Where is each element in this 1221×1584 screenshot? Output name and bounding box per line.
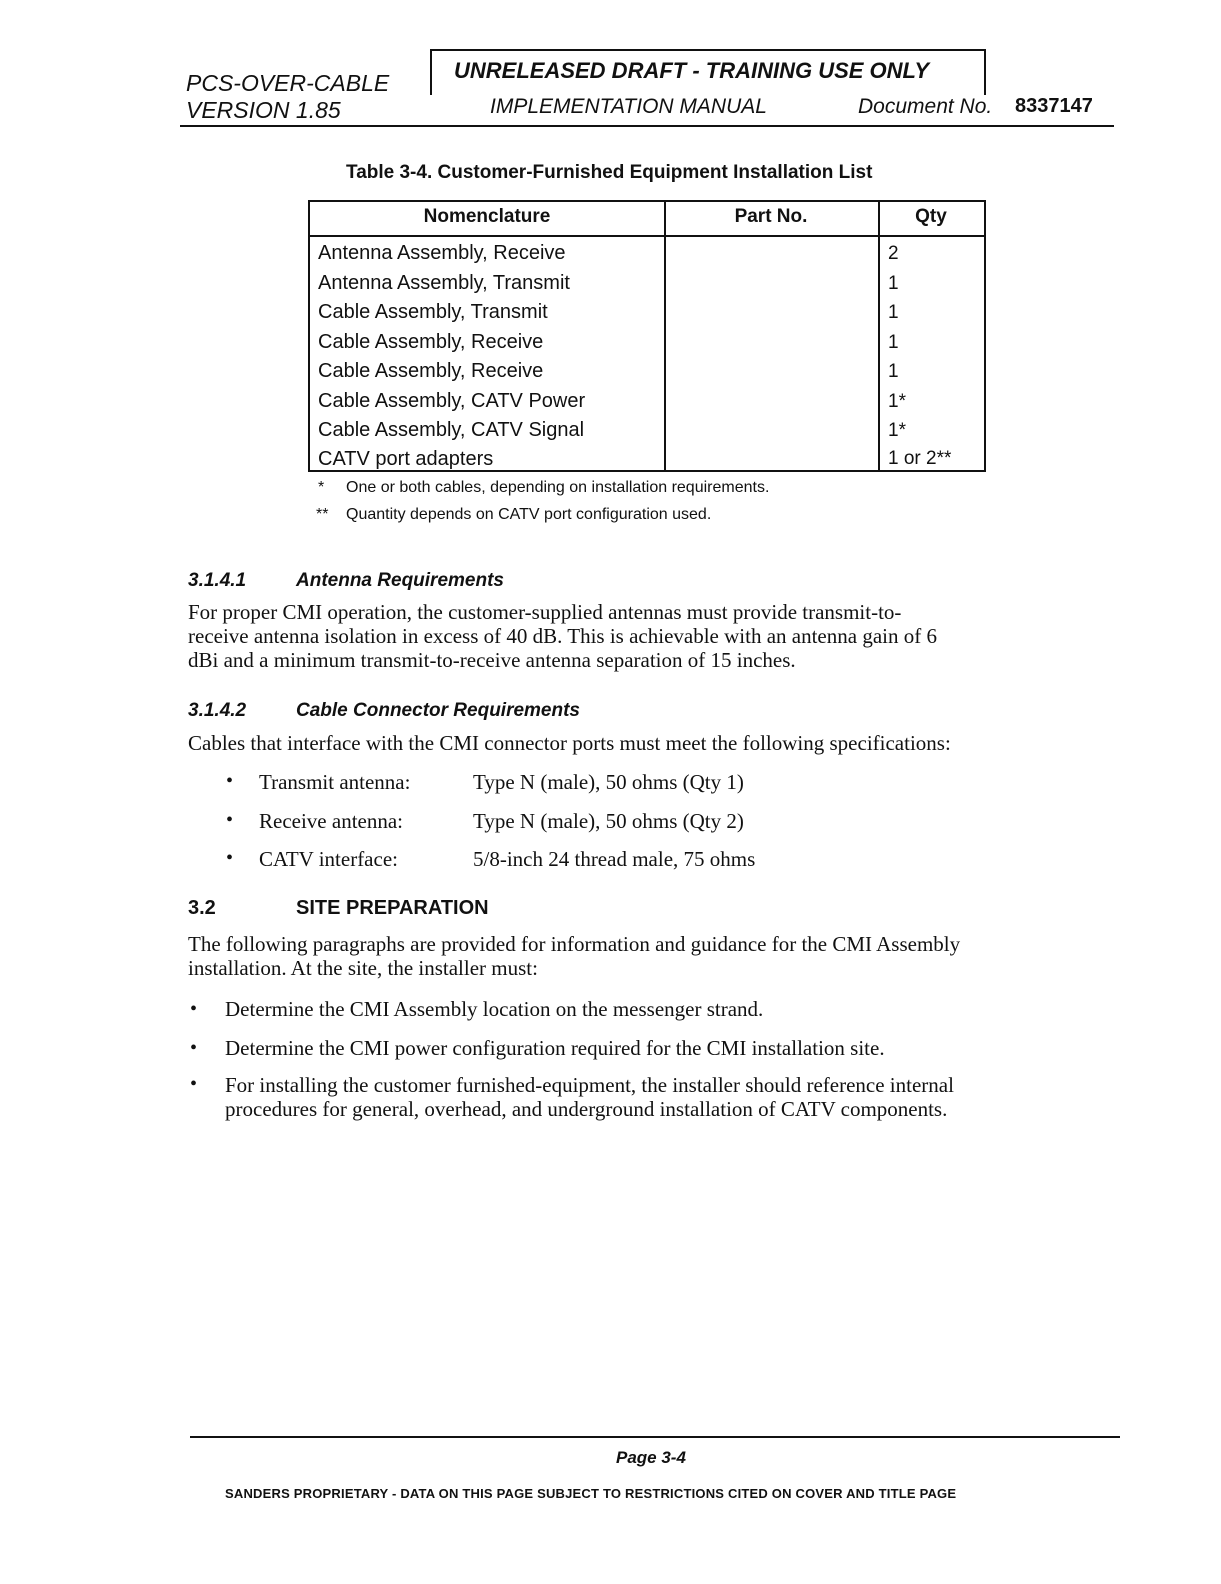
document-label: Document No. (858, 95, 993, 118)
paragraph-line: For proper CMI operation, the customer-supplied antennas must provide transmit-to- (188, 600, 902, 624)
paragraph-line: The following paragraphs are provided for information and guidance for the CMI Assembly (188, 932, 961, 956)
spec-label: Transmit antenna: (259, 770, 411, 794)
paragraph-line: procedures for general, overhead, and underground installation of CATV components. (225, 1097, 948, 1121)
antenna-paragraph (188, 600, 937, 672)
cell-nomenclature: Cable Assembly, Transmit (318, 301, 548, 323)
site-intro (188, 932, 960, 980)
paragraph-line: installation. At the site, the installer must: (188, 956, 538, 980)
column-header-nomenclature: Nomenclature (423, 206, 551, 227)
section-number: 3.2 (188, 897, 216, 919)
paragraph-line: For installing the customer furnished-equipment, the installer should reference internal (225, 1073, 954, 1097)
connector-intro: Cables that interface with the CMI connector ports must meet the following specifications: (188, 731, 951, 755)
header-rule (180, 125, 1114, 127)
bullet-icon: • (190, 998, 198, 1020)
bullet-icon: • (226, 847, 234, 869)
document-number: 8337147 (1015, 95, 1093, 117)
cell-qty: 1* (888, 391, 906, 412)
bullet-icon: • (226, 770, 234, 792)
spec-value: Type N (male), 50 ohms (Qty 1) (473, 770, 744, 794)
cell-nomenclature: Cable Assembly, CATV Power (318, 390, 586, 412)
section-title: Antenna Requirements (296, 570, 504, 591)
section-number: 3.1.4.1 (188, 570, 247, 591)
bullet-icon: • (190, 1037, 198, 1059)
version-label: VERSION 1.85 (186, 97, 341, 123)
cell-qty: 1 (888, 273, 899, 294)
cell-nomenclature: Cable Assembly, Receive (318, 360, 544, 382)
column-divider (878, 202, 880, 470)
spec-value: Type N (male), 50 ohms (Qty 2) (473, 809, 744, 833)
product-name: PCS-OVER-CABLE (186, 70, 390, 96)
section-number: 3.1.4.2 (188, 700, 247, 721)
spec-value: 5/8-inch 24 thread male, 75 ohms (473, 847, 756, 871)
column-header-qty: Qty (915, 206, 947, 227)
cell-qty: 2 (888, 243, 899, 264)
table-note-mark: ** (316, 506, 329, 523)
spec-label: CATV interface: (259, 847, 398, 871)
paragraph-line: receive antenna isolation in excess of 40 dB. This is achievable with an antenna gain of 6 (188, 624, 937, 648)
cell-nomenclature: CATV port adapters (318, 448, 494, 470)
table-note: One or both cables, depending on installation requirements. (346, 479, 770, 496)
draft-banner: UNRELEASED DRAFT - TRAINING USE ONLY (454, 58, 930, 83)
paragraph-line: dBi and a minimum transmit-to-receive antenna separation of 15 inches. (188, 648, 796, 672)
column-header-part-no: Part No. (734, 206, 808, 227)
cell-qty: 1 (888, 332, 899, 353)
list-item-text: Determine the CMI power configuration required for the CMI installation site. (225, 1036, 885, 1060)
table-note-mark: * (318, 479, 325, 496)
section-title: Cable Connector Requirements (296, 700, 580, 721)
cell-qty: 1 (888, 361, 899, 382)
cell-qty: 1* (888, 420, 906, 441)
cell-qty: 1 (888, 302, 899, 323)
list-item-text (225, 1073, 954, 1121)
proprietary-notice: SANDERS PROPRIETARY - DATA ON THIS PAGE SUBJECT TO RESTRICTIONS CITED ON COVER AND TITLE PAGE (225, 1486, 957, 1501)
cell-nomenclature: Cable Assembly, CATV Signal (318, 419, 585, 441)
bullet-icon: • (190, 1073, 198, 1095)
table-header-row (310, 202, 984, 237)
page-number: Page 3-4 (616, 1448, 686, 1467)
bullet-icon: • (226, 809, 234, 831)
manual-title: IMPLEMENTATION MANUAL (490, 95, 767, 118)
column-divider (664, 202, 666, 470)
section-title: SITE PREPARATION (296, 897, 489, 919)
footer-rule (190, 1436, 1120, 1438)
equipment-table (308, 200, 986, 472)
cell-nomenclature: Antenna Assembly, Transmit (318, 272, 570, 294)
cell-nomenclature: Cable Assembly, Receive (318, 331, 544, 353)
cell-qty: 1 or 2** (888, 448, 952, 469)
table-note: Quantity depends on CATV port configuration used. (346, 506, 712, 523)
cell-nomenclature: Antenna Assembly, Receive (318, 242, 566, 264)
list-item-text: Determine the CMI Assembly location on the messenger strand. (225, 997, 764, 1021)
table-caption: Table 3-4. Customer-Furnished Equipment Installation List (346, 162, 873, 183)
spec-label: Receive antenna: (259, 809, 404, 833)
